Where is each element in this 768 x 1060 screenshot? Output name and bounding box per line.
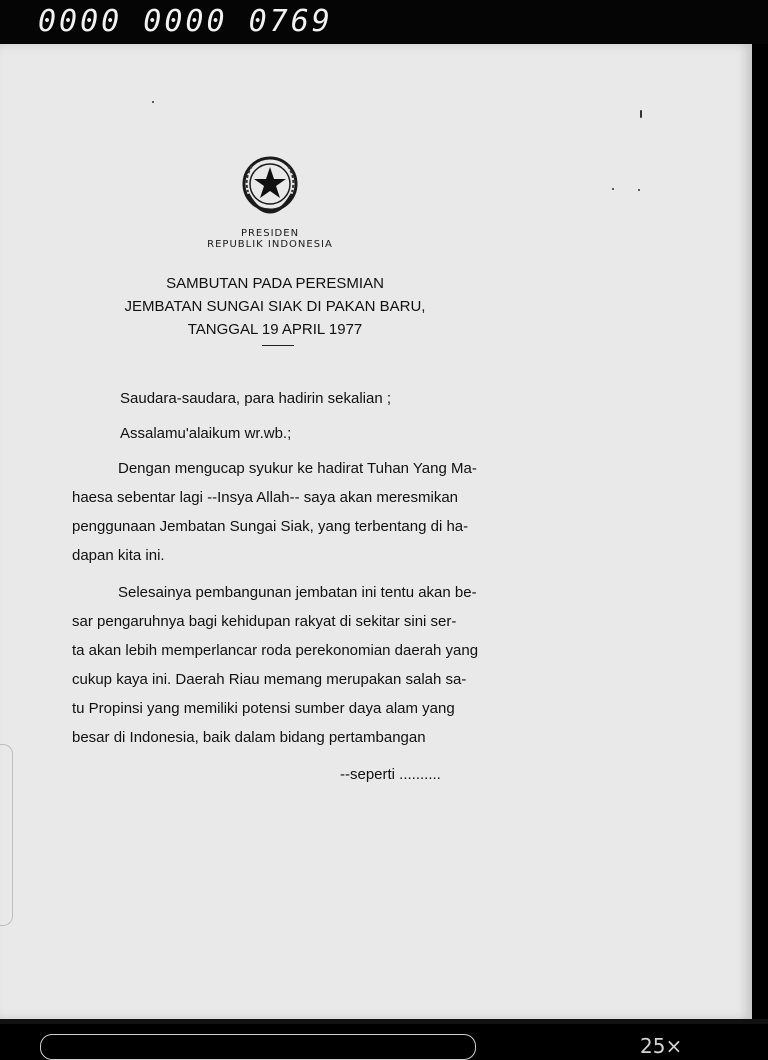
- document-page: [0, 44, 752, 1058]
- paragraph-line: penggunaan Jembatan Sungai Siak, yang terbentang di ha-: [72, 518, 469, 535]
- paragraph-line: dapan kita ini.: [72, 547, 165, 564]
- title-line3: TANGGAL 19 APRIL 1977: [187, 321, 363, 338]
- paragraph-1: [72, 454, 502, 570]
- title-line1: SAMBUTAN PADA PERESMIAN: [166, 275, 384, 292]
- paragraph-2: [72, 578, 502, 752]
- film-border-right: [752, 44, 768, 1024]
- dust-speck: [612, 188, 614, 190]
- letterhead: [170, 228, 370, 250]
- film-tab-outline: [40, 1034, 476, 1060]
- frame-number: 0000 0000 0769: [38, 4, 333, 39]
- document-title: [100, 272, 450, 341]
- garuda-star-emblem-icon: [238, 154, 302, 218]
- letterhead-line2: REPUBLIK INDONESIA: [207, 239, 333, 250]
- greeting-line: Assalamu'alaikum wr.wb.;: [120, 425, 292, 442]
- continuation-catchword: --seperti ..........: [340, 766, 441, 783]
- dust-speck: [638, 189, 640, 191]
- film-tab-outline: [0, 744, 13, 926]
- title-divider: [262, 345, 294, 346]
- letterhead-line1: PRESIDEN: [240, 228, 300, 239]
- paragraph-line: sar pengaruhnya bagi kehidupan rakyat di sekitar sini ser-: [72, 613, 457, 630]
- paragraph-line: tu Propinsi yang memiliki potensi sumber daya alam yang: [72, 700, 455, 717]
- film-border-bottom: [0, 1019, 768, 1024]
- dust-speck: [152, 101, 154, 103]
- paragraph-line: haesa sebentar lagi --Insya Allah-- saya akan meresmikan: [72, 489, 459, 506]
- paragraph-line: cukup kaya ini. Daerah Riau memang merupakan salah sa-: [72, 671, 467, 688]
- paragraph-line: Selesainya pembangunan jembatan ini tentu akan be-: [118, 584, 477, 601]
- paragraph-line: besar di Indonesia, baik dalam bidang pertambangan: [72, 729, 426, 746]
- microfilm-header-strip: [0, 0, 768, 44]
- magnification-mark: 25×: [640, 1034, 683, 1058]
- paragraph-line: ta akan lebih memperlancar roda perekonomian daerah yang: [72, 642, 479, 659]
- title-line2: JEMBATAN SUNGAI SIAK DI PAKAN BARU,: [124, 298, 426, 315]
- salutation-line: Saudara-saudara, para hadirin sekalian ;: [120, 390, 392, 407]
- dust-speck: [640, 110, 642, 118]
- speech-body: [72, 384, 502, 760]
- paragraph-line: Dengan mengucap syukur ke hadirat Tuhan Yang Ma-: [118, 460, 477, 477]
